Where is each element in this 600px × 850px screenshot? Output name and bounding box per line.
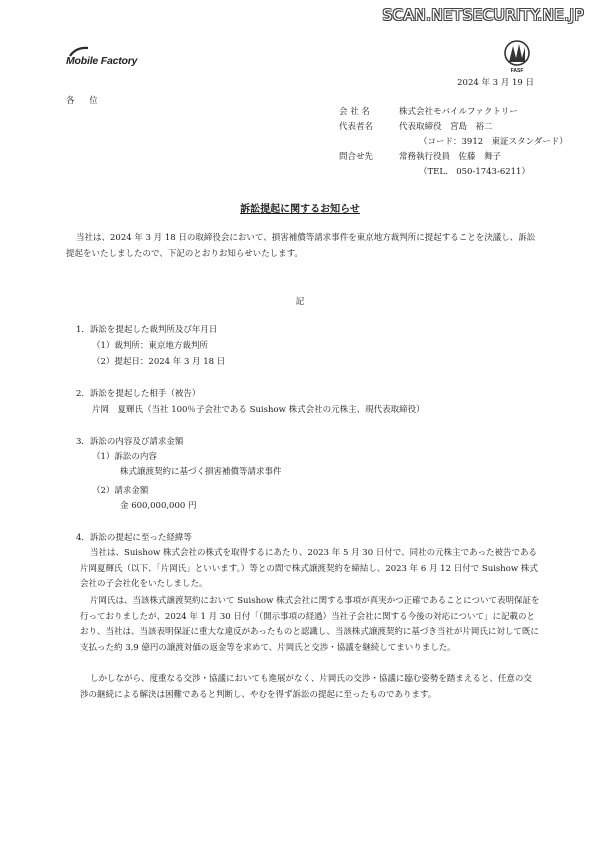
- section-2-body: 片岡 夏輝氏（当社 100％子会社である Suishow 株式会社の元株主、現代表取締役）: [92, 405, 425, 415]
- contact-tel: （TEL. 050-1743-6211）: [419, 167, 530, 177]
- company-label: 会 社 名: [339, 107, 370, 117]
- mobile-factory-logo: [66, 45, 148, 73]
- representative-label: 代表者名: [339, 122, 374, 132]
- company-value: 株式会社モバイルファクトリー: [399, 107, 518, 117]
- addressee: 各 位: [66, 96, 104, 106]
- fasf-mark: [500, 38, 534, 76]
- section-3-item-2-body: 金 600,000,000 円: [120, 501, 197, 511]
- company-info: [339, 107, 568, 178]
- section-4-paragraph-3: しかしながら、度重なる交渉・協議においても進展がなく、片岡氏の交渉・協議に臨む姿勢を踏まえると、任意の交渉の継続による解決は困難であると判断し、やむを得ず訴訟の提起に至ったものであります。: [80, 674, 532, 700]
- section-4-heading: 4．訴訟の提起に至った経緯等: [76, 533, 192, 543]
- intro-paragraph: 当社は、2024 年 3 月 18 日の取締役会において、損害補償等請求事件を東京地方裁判所に提起することを決議し、訴訟提起をいたしましたので、下記のとおりお知らせいたします。: [66, 233, 536, 259]
- section-3-heading: 3．訴訟の内容及び請求金額: [76, 437, 184, 447]
- blank-cell: [339, 167, 399, 178]
- section-1-item-1: （1）裁判所：東京地方裁判所: [92, 341, 208, 351]
- logo-text: Mobile Factory: [66, 55, 138, 67]
- section-1-heading: 1．訴訟を提起した裁判所及び年月日: [76, 325, 218, 335]
- ki-marker: 記: [295, 297, 305, 307]
- title-text: 訴訟提起に関するお知らせ: [240, 204, 360, 215]
- section-2-heading: 2．訴訟を提起した相手（被告）: [76, 389, 201, 399]
- section-4-paragraph-1: 当社は、Suishow 株式会社の株式を取得するにあたり、2023 年 5 月 30 日付で、同社の元株主であった被告である片岡夏輝氏（以下、「片岡氏」といいます。）等との間で株式譲渡契約を締結し、2023 年 6 月 12 日付で Suishow 株式会社の子会社化をいたしました。: [80, 548, 538, 589]
- contact-label: 問合せ先: [339, 152, 374, 162]
- section-3-item-1: （1）訴訟の内容: [92, 452, 157, 462]
- document-date: 2024 年 3 月 19 日: [457, 78, 534, 88]
- fasf-emblem-icon: [500, 38, 534, 68]
- fasf-text: FASF: [510, 68, 524, 74]
- stock-code: （コード：3912 東証スタンダード）: [419, 137, 568, 147]
- blank-cell: [339, 137, 399, 148]
- section-3-item-2: （2）請求金額: [92, 486, 149, 496]
- section-4-paragraph-2: 片岡氏は、当該株式譲渡契約において Suishow 株式会社に関する事項が真実かつ正確であることについて表明保証を行っておりましたが、2024 年 1 月 30 日付「（開示事項の経過）当社子会社に関する今後の対応について」に記載のとおり、当社は、当該表明保証に重大な違反があったものと認識し、当該株式譲渡契約に基づき当社が片岡氏に対して既に支払った約 3.9 億円の譲渡対価の返金等を求めて、片岡氏と交渉・協議を継続してまいりました。: [80, 596, 540, 653]
- section-1-item-2: （2）提起日：2024 年 3 月 18 日: [92, 357, 226, 367]
- representative-value: 代表取締役 宮島 裕二: [399, 122, 493, 132]
- section-3-item-1-body: 株式譲渡契約に基づく損害補償等請求事件: [120, 467, 282, 477]
- contact-value: 常務執行役員 佐藤 舞子: [399, 152, 502, 162]
- watermark: SCAN.NETSECURITY.NE.JP: [382, 6, 584, 24]
- document-title: [0, 200, 600, 215]
